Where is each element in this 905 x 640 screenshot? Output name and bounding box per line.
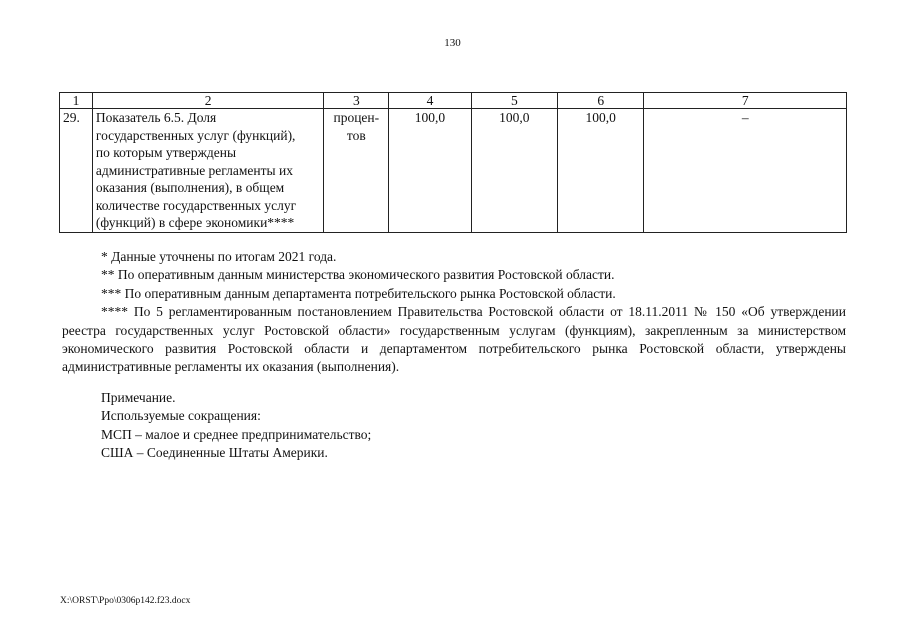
footnote-3: *** По оперативным данным департамента потребительского рынка Ростовской области. bbox=[101, 285, 616, 301]
header-cell: 1 bbox=[60, 93, 93, 109]
abbreviation-item: МСП – малое и среднее предпринимательство; bbox=[101, 426, 372, 442]
row-number-cell: 29. bbox=[60, 109, 93, 233]
value-cell-7: – bbox=[644, 109, 847, 233]
value-cell-5: 100,0 bbox=[471, 109, 557, 233]
remarks-title: Примечание. bbox=[101, 390, 176, 405]
value-cell-4: 100,0 bbox=[389, 109, 471, 233]
unit-cell: процен- тов bbox=[324, 109, 389, 233]
footnote-4: **** По 5 регламентированным постановлением Правительства Ростовской области от 18.11.2011 № 150 «Об утверждении реестра государственных услуг Ростовской области» государственным услугам (функциям), закрепленным за министерством экономического развития Ростовской области и департаментом потребительского рынка Ростовской области, утверждены административные регламенты их оказания (выполнения). bbox=[62, 304, 846, 375]
table-row bbox=[60, 109, 847, 233]
indicator-table bbox=[59, 92, 847, 233]
footnotes bbox=[62, 248, 846, 377]
header-cell: 2 bbox=[92, 93, 324, 109]
header-cell: 4 bbox=[389, 93, 471, 109]
header-cell: 3 bbox=[324, 93, 389, 109]
table-header-row bbox=[60, 93, 847, 109]
header-cell: 6 bbox=[558, 93, 644, 109]
footnote-2: ** По оперативным данным министерства экономического развития Ростовской области. bbox=[101, 267, 615, 283]
header-cell: 5 bbox=[471, 93, 557, 109]
remarks-block bbox=[101, 389, 371, 463]
page-number: 130 bbox=[444, 37, 461, 49]
footnote-1: * Данные уточнены по итогам 2021 года. bbox=[101, 249, 337, 264]
abbreviations-heading: Используемые сокращения: bbox=[101, 408, 261, 424]
abbreviation-item: США – Соединенные Штаты Америки. bbox=[101, 445, 328, 461]
header-cell: 7 bbox=[644, 93, 847, 109]
value-cell-6: 100,0 bbox=[558, 109, 644, 233]
file-path-footer: X:\ORST\Ppo\0306p142.f23.docx bbox=[60, 596, 191, 606]
indicator-name-cell: Показатель 6.5. Доля государственных услуг (функций), по которым утверждены административные регламенты их оказания (выполнения), в общем количестве государственных услуг (функций) в сфере экономики**** bbox=[92, 109, 324, 233]
